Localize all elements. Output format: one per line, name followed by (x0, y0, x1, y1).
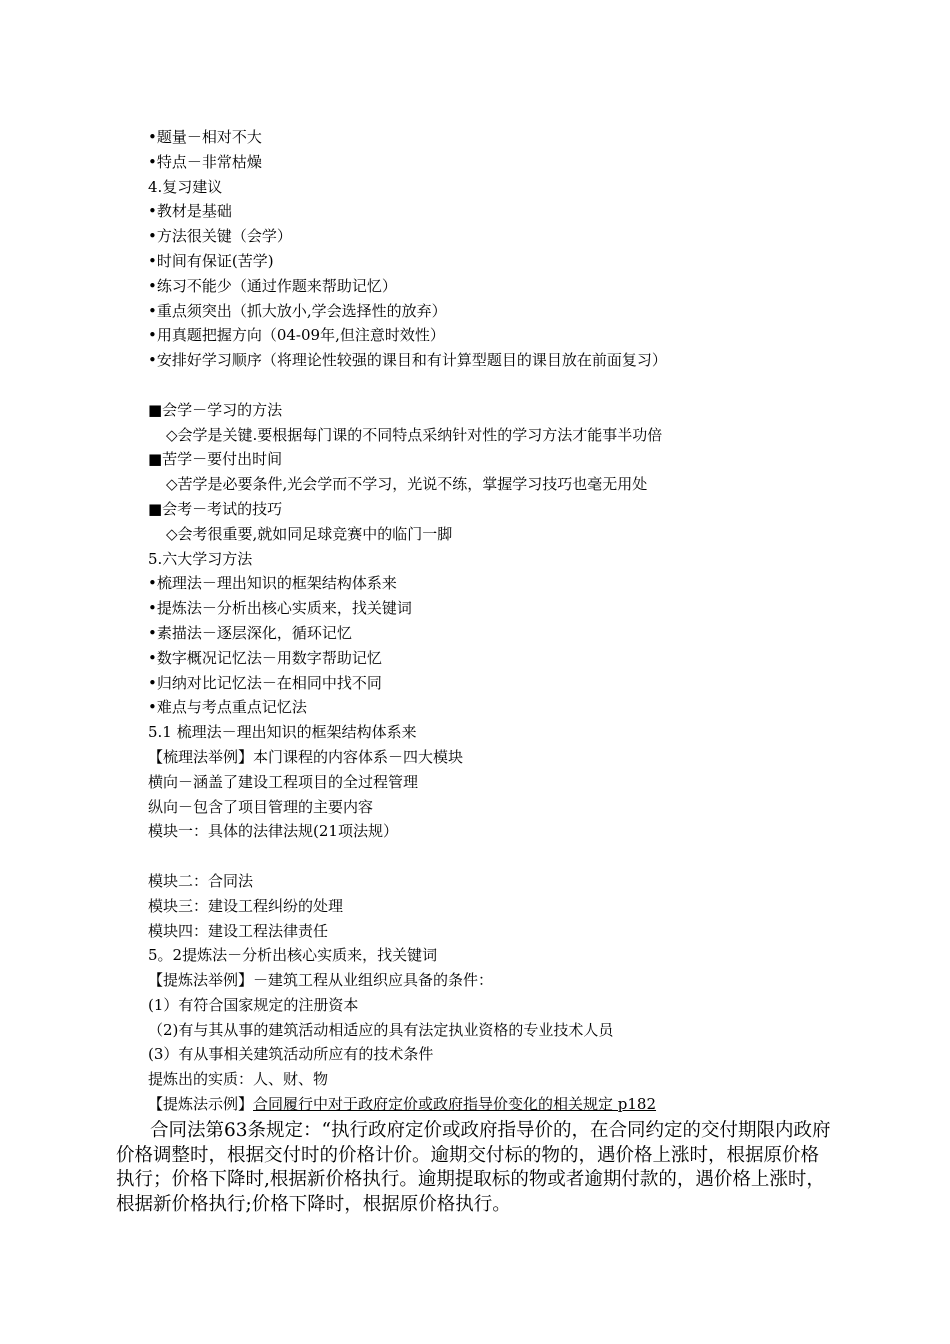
module-line: 模块四：建设工程法律责任 (148, 921, 329, 940)
text-line: 纵向－包含了项目管理的主要内容 (148, 797, 374, 816)
method-detail: ◇会考很重要,就如同足球竞赛中的临门一脚 (166, 524, 453, 543)
example-link[interactable]: 合同履行中对于政府定价或政府指导价变化的相关规定 p182 (253, 1095, 657, 1114)
text-line: 提炼出的实质：人、财、物 (148, 1070, 329, 1089)
method-detail: ◇会学是关键.要根据每门课的不同特点采纳针对性的学习方法才能事半功倍 (166, 425, 663, 444)
example-line: 【梳理法举例】本门课程的内容体系－四大模块 (148, 747, 464, 766)
method-heading: ■会考－考试的技巧 (148, 499, 283, 518)
example-line: 【提炼法举例】－建筑工程从业组织应具备的条件： (148, 971, 494, 990)
subsection-heading: 5.1 梳理法－理出知识的框架结构体系来 (148, 723, 417, 742)
list-item: •数字概况记忆法－用数字帮助记忆 (148, 648, 382, 667)
section-heading: 4.复习建议 (148, 177, 223, 196)
study-notes (148, 125, 868, 1117)
list-item: •安排好学习顺序（将理论性较强的课目和有计算型题目的课目放在前面复习） (148, 351, 667, 370)
subsection-heading: 5。2提炼法－分析出核心实质来，找关键词 (148, 946, 438, 965)
contract-law-article (116, 1119, 836, 1217)
module-line: 模块三：建设工程纠纷的处理 (148, 896, 344, 915)
list-item: •用真题把握方向（04-09年,但注意时效性） (148, 326, 445, 345)
list-item: •提炼法－分析出核心实质来，找关键词 (148, 599, 412, 618)
list-item: •题量－相对不大 (148, 128, 262, 146)
module-line: 模块一：具体的法律法规(21项法规） (148, 822, 398, 841)
list-item: •练习不能少（通过作题来帮助记忆） (148, 276, 397, 295)
method-heading: ■苦学－要付出时间 (148, 450, 283, 469)
list-item: •归纳对比记忆法－在相同中找不同 (148, 673, 382, 692)
article-paragraph: 合同法第63条规定：“执行政府定价或政府指导价的，在合同约定的交付期限内政府价格调整时，根据交付时的价格计价。逾期交付标的物的，遇价格上涨时，根据原价格执行；价格下降时,根据新价格执行。逾期提取标的物或者逾期付款的，遇价格上涨时，根据新价格执行;价格下降时，根据原价格执行。 (116, 1120, 831, 1215)
list-item: •重点须突出（抓大放小,学会选择性的放弃） (148, 301, 447, 320)
blank-line (148, 844, 868, 869)
list-item: •教材是基础 (148, 202, 232, 221)
list-item: •特点－非常枯燥 (148, 152, 262, 171)
condition-item: （2)有与其从事的建筑活动相适应的具有法定执业资格的专业技术人员 (148, 1020, 614, 1039)
list-item: •素描法－逐层深化，循环记忆 (148, 623, 352, 642)
list-item: •方法很关键（会学） (148, 227, 292, 246)
module-line: 模块二：合同法 (148, 871, 254, 890)
section-heading: 5.六大学习方法 (148, 549, 253, 568)
blank-line (148, 373, 868, 398)
example-label: 【提炼法示例】 (148, 1095, 254, 1114)
list-item: •时间有保证(苦学) (148, 251, 274, 270)
condition-item: (3）有从事相关建筑活动所应有的技术条件 (148, 1045, 434, 1064)
text-line: 横向－涵盖了建设工程项目的全过程管理 (148, 772, 419, 791)
list-item: •梳理法－理出知识的框架结构体系来 (148, 574, 397, 593)
list-item: •难点与考点重点记忆法 (148, 698, 307, 717)
method-heading: ■会学－学习的方法 (148, 400, 283, 419)
example-line (148, 1092, 868, 1117)
condition-item: (1）有符合国家规定的注册资本 (148, 995, 359, 1014)
method-detail: ◇苦学是必要条件,光会学而不学习，光说不练，掌握学习技巧也毫无用处 (166, 475, 648, 494)
